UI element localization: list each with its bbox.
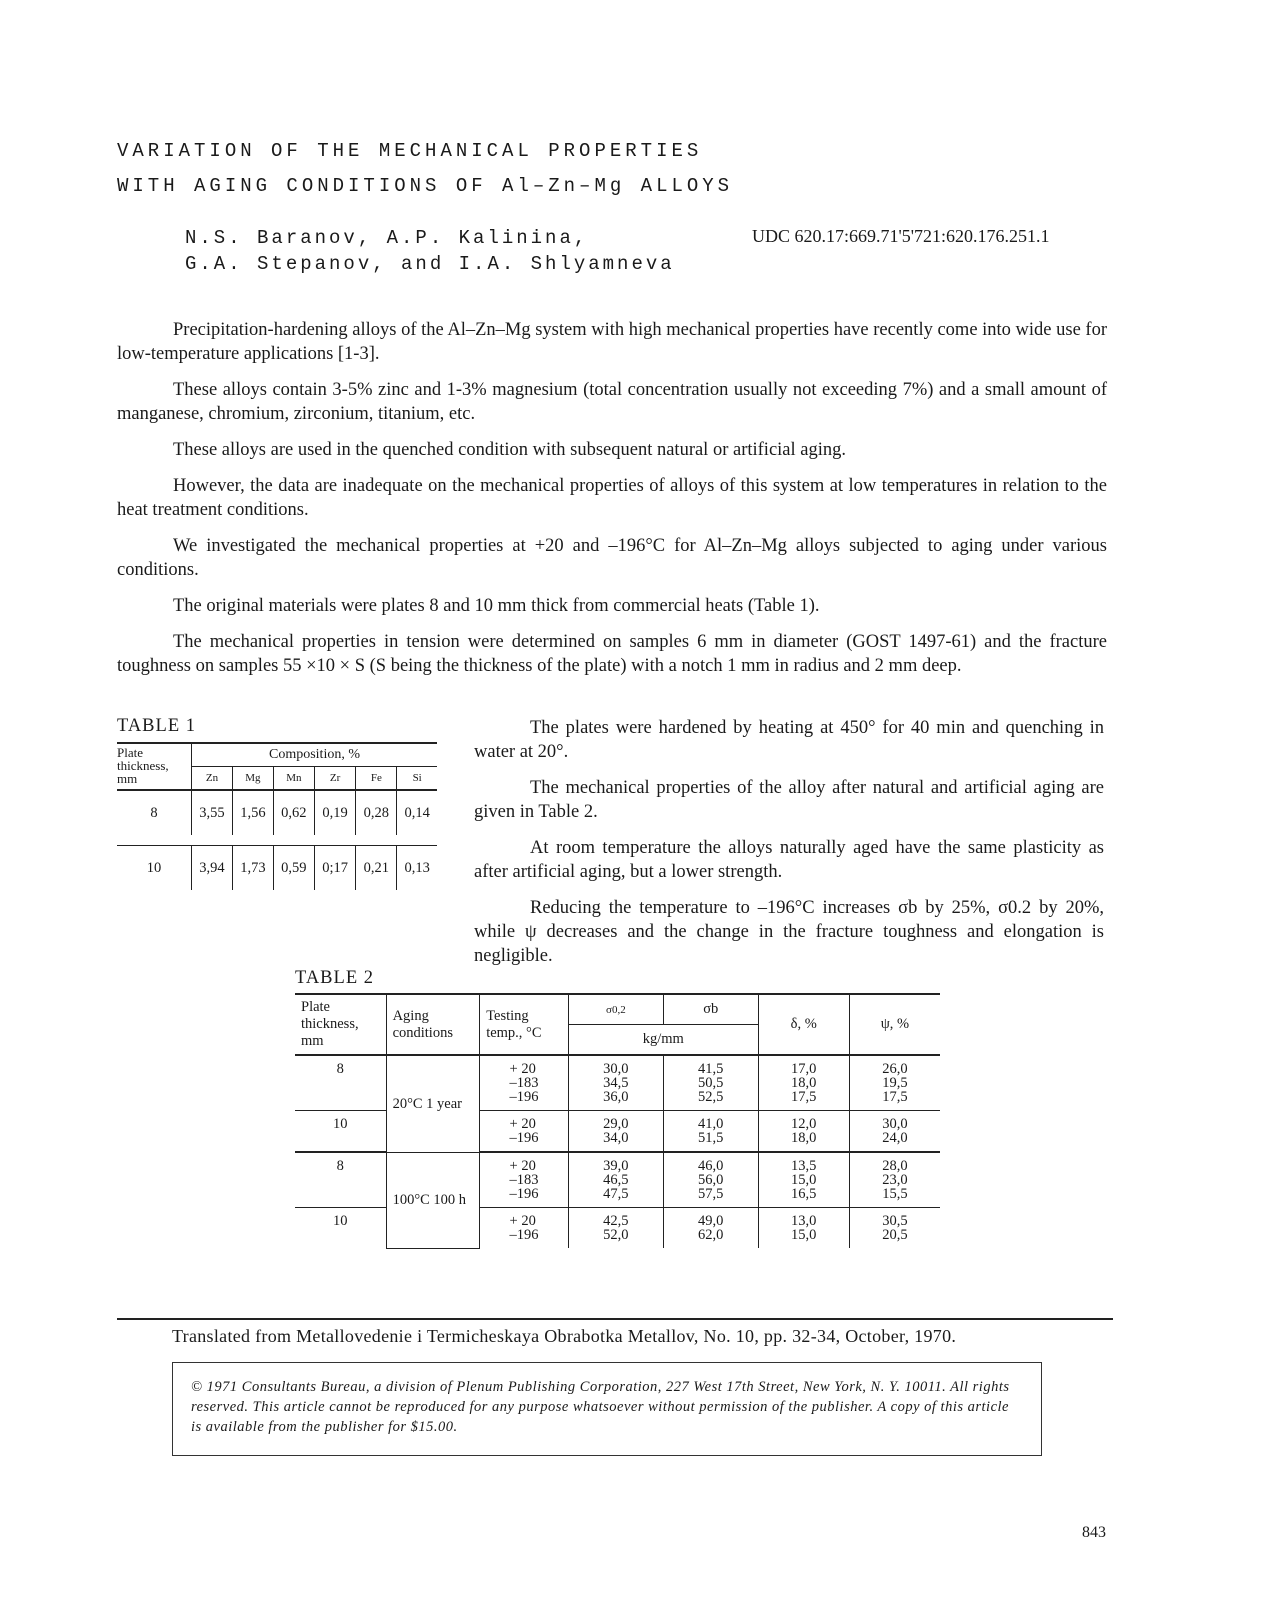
table2-sigma02-cell: 29,0 34,0 — [603, 1116, 629, 1146]
table-row — [295, 1152, 940, 1208]
article-title-line-2: WITH AGING CONDITIONS OF Al–Zn–Mg ALLOYS — [117, 175, 734, 197]
copyright-text: © 1971 Consultants Bureau, a division of Plenum Publishing Corporation, 227 West 17th Street, New York, N. Y. 10011. All rights reserved. This article cannot be reproduced for any purpose whatsoever without permission of the publisher. A copy of this article is available from the publisher for $15.00. — [191, 1379, 1010, 1435]
copyright-box — [172, 1362, 1042, 1456]
page-number: 843 — [1082, 1524, 1106, 1541]
table2-thickness-cell: 10 — [333, 1213, 348, 1229]
table1-element-header: Zn — [192, 767, 233, 791]
table2 — [295, 993, 940, 1249]
paragraph: The mechanical properties in tension were determined on samples 6 mm in diameter (GOST 1497-61) and the fracture toughness on samples 55 ×10 × S (S being the thickness of the plate) with a notch 1 mm in radius and 2 mm deep. — [117, 632, 1107, 676]
table-row — [117, 846, 437, 891]
table1-thickness-cell: 8 — [150, 804, 158, 821]
table2-aging-cell: 20°C 1 year — [386, 1055, 480, 1152]
authors-line-1: N.S. Baranov, A.P. Kalinina, — [185, 227, 589, 249]
table1-element-header: Fe — [356, 767, 397, 791]
table2-plate-header: Plate thickness, mm — [295, 994, 386, 1055]
table2-delta-header: δ, % — [758, 994, 849, 1055]
table2-sigmab-cell: 41,5 50,5 52,5 — [698, 1061, 724, 1105]
table2-sigma02-cell: 39,0 46,5 47,5 — [603, 1158, 629, 1202]
table2-psi-cell: 26,0 19,5 17,5 — [882, 1061, 908, 1105]
table2-thickness-cell: 8 — [295, 1055, 386, 1111]
table1-element-header: Mn — [273, 767, 314, 791]
intro-text — [117, 318, 1107, 690]
table2-thickness-cell: 10 — [295, 1111, 386, 1153]
table2-thickness-cell: 8 — [295, 1152, 386, 1208]
table-row — [295, 1055, 940, 1111]
udc-code: UDC 620.17:669.71'5'721:620.176.251.1 — [752, 226, 1050, 246]
table1-element-header: Mg — [232, 767, 273, 791]
table2-delta-cell: 17,0 18,0 17,5 — [791, 1061, 817, 1105]
paragraph: We investigated the mechanical properties at +20 and –196°C for Al–Zn–Mg alloys subjected to aging under various conditions. — [117, 536, 1107, 580]
paragraph: Precipitation-hardening alloys of the Al–Zn–Mg system with high mechanical properties have recently come into wide use for low-temperature applications [1-3]. — [117, 320, 1107, 364]
table2-sigmab-cell: 41,0 51,5 — [698, 1116, 724, 1146]
table2-psi-header: ψ, % — [849, 994, 940, 1055]
table1-cell: 0,21 — [356, 846, 397, 891]
paragraph: The mechanical properties of the alloy after natural and artificial aging are given in Table 2. — [474, 778, 1104, 822]
footer-rule — [117, 1318, 1113, 1320]
table1-composition-header: Composition, % — [192, 743, 438, 767]
table1-title: TABLE 1 — [117, 716, 196, 736]
table1-cell: 0,13 — [397, 846, 437, 891]
table1-cell: 0,59 — [273, 846, 314, 891]
table1-cell: 1,56 — [232, 790, 273, 835]
paragraph: However, the data are inadequate on the mechanical properties of alloys of this system at low temperatures in relation to the heat treatment conditions. — [117, 476, 1107, 520]
table2-aging-header: Aging conditions — [386, 994, 480, 1055]
table1-thickness-cell: 10 — [146, 859, 162, 876]
paragraph: At room temperature the alloys naturally aged have the same plasticity as after artificial aging, but a lower strength. — [474, 838, 1104, 882]
table2-units-header: kg/mm — [568, 1025, 758, 1056]
paragraph: These alloys contain 3-5% zinc and 1-3% magnesium (total concentration usually not exceeding 7%) and a small amount of manganese, chromium, zirconium, titanium, etc. — [117, 380, 1107, 424]
table2-delta-cell: 13,0 15,0 — [791, 1213, 817, 1243]
table2-sigma02-cell: 42,5 52,0 — [603, 1213, 629, 1243]
table1-container — [117, 742, 437, 890]
article-title-line-1: VARIATION OF THE MECHANICAL PROPERTIES — [117, 140, 703, 162]
table1-cell: 0;17 — [314, 846, 356, 891]
table1-cell: 3,94 — [192, 846, 233, 891]
table-row — [117, 790, 437, 835]
table2-title: TABLE 2 — [295, 968, 374, 988]
authors-block — [185, 225, 675, 277]
table1-element-header: Zr — [314, 767, 356, 791]
table2-container — [295, 993, 940, 1249]
translated-from-line: Translated from Metallovedenie i Termicheskaya Obrabotka Metallov, No. 10, pp. 32-34, October, 1970. — [172, 1326, 957, 1346]
paragraph: These alloys are used in the quenched condition with subsequent natural or artificial aging. — [173, 440, 846, 460]
table2-temps-cell: + 20 –196 — [509, 1116, 539, 1146]
table2-temps-cell: + 20 –183 –196 — [509, 1158, 539, 1202]
right-column-text — [474, 716, 1104, 980]
table2-sigmab-header: σb — [663, 994, 758, 1025]
paragraph: The plates were hardened by heating at 450° for 40 min and quenching in water at 20°. — [474, 718, 1104, 762]
table1 — [117, 742, 437, 890]
table2-temps-cell: + 20 –196 — [509, 1213, 539, 1243]
table2-delta-cell: 13,5 15,0 16,5 — [791, 1158, 817, 1202]
table2-sigmab-cell: 46,0 56,0 57,5 — [698, 1158, 724, 1202]
table2-testing-header: Testing temp., °C — [480, 994, 569, 1055]
table1-cell: 1,73 — [232, 846, 273, 891]
table2-delta-cell: 12,0 18,0 — [791, 1116, 817, 1146]
paragraph: The original materials were plates 8 and 10 mm thick from commercial heats (Table 1). — [173, 596, 820, 616]
authors-line-2: G.A. Stepanov, and I.A. Shlyamneva — [185, 253, 675, 275]
table2-sigma02-cell: 30,0 34,5 36,0 — [603, 1061, 629, 1105]
table1-cell: 0,14 — [397, 790, 437, 835]
table2-psi-cell: 30,5 20,5 — [882, 1213, 908, 1243]
table1-element-header: Si — [397, 767, 437, 791]
table2-aging-cell: 100°C 100 h — [386, 1152, 480, 1248]
table2-psi-cell: 28,0 23,0 15,5 — [882, 1158, 908, 1202]
table1-cell: 0,28 — [356, 790, 397, 835]
table2-temps-cell: + 20 –183 –196 — [509, 1061, 539, 1105]
table2-sigma02-header: σ0,2 — [568, 994, 663, 1025]
table1-cell: 0,19 — [314, 790, 356, 835]
table2-psi-cell: 30,0 24,0 — [882, 1116, 908, 1146]
paragraph: Reducing the temperature to –196°C increases σb by 25%, σ0.2 by 20%, while ψ decreases and the change in the fracture toughness and elongation is negligible. — [474, 898, 1104, 966]
table2-sigmab-cell: 49,0 62,0 — [698, 1213, 724, 1243]
table1-cell: 0,62 — [273, 790, 314, 835]
table1-cell: 3,55 — [192, 790, 233, 835]
table1-plate-header: Plate thickness, mm — [117, 743, 192, 790]
